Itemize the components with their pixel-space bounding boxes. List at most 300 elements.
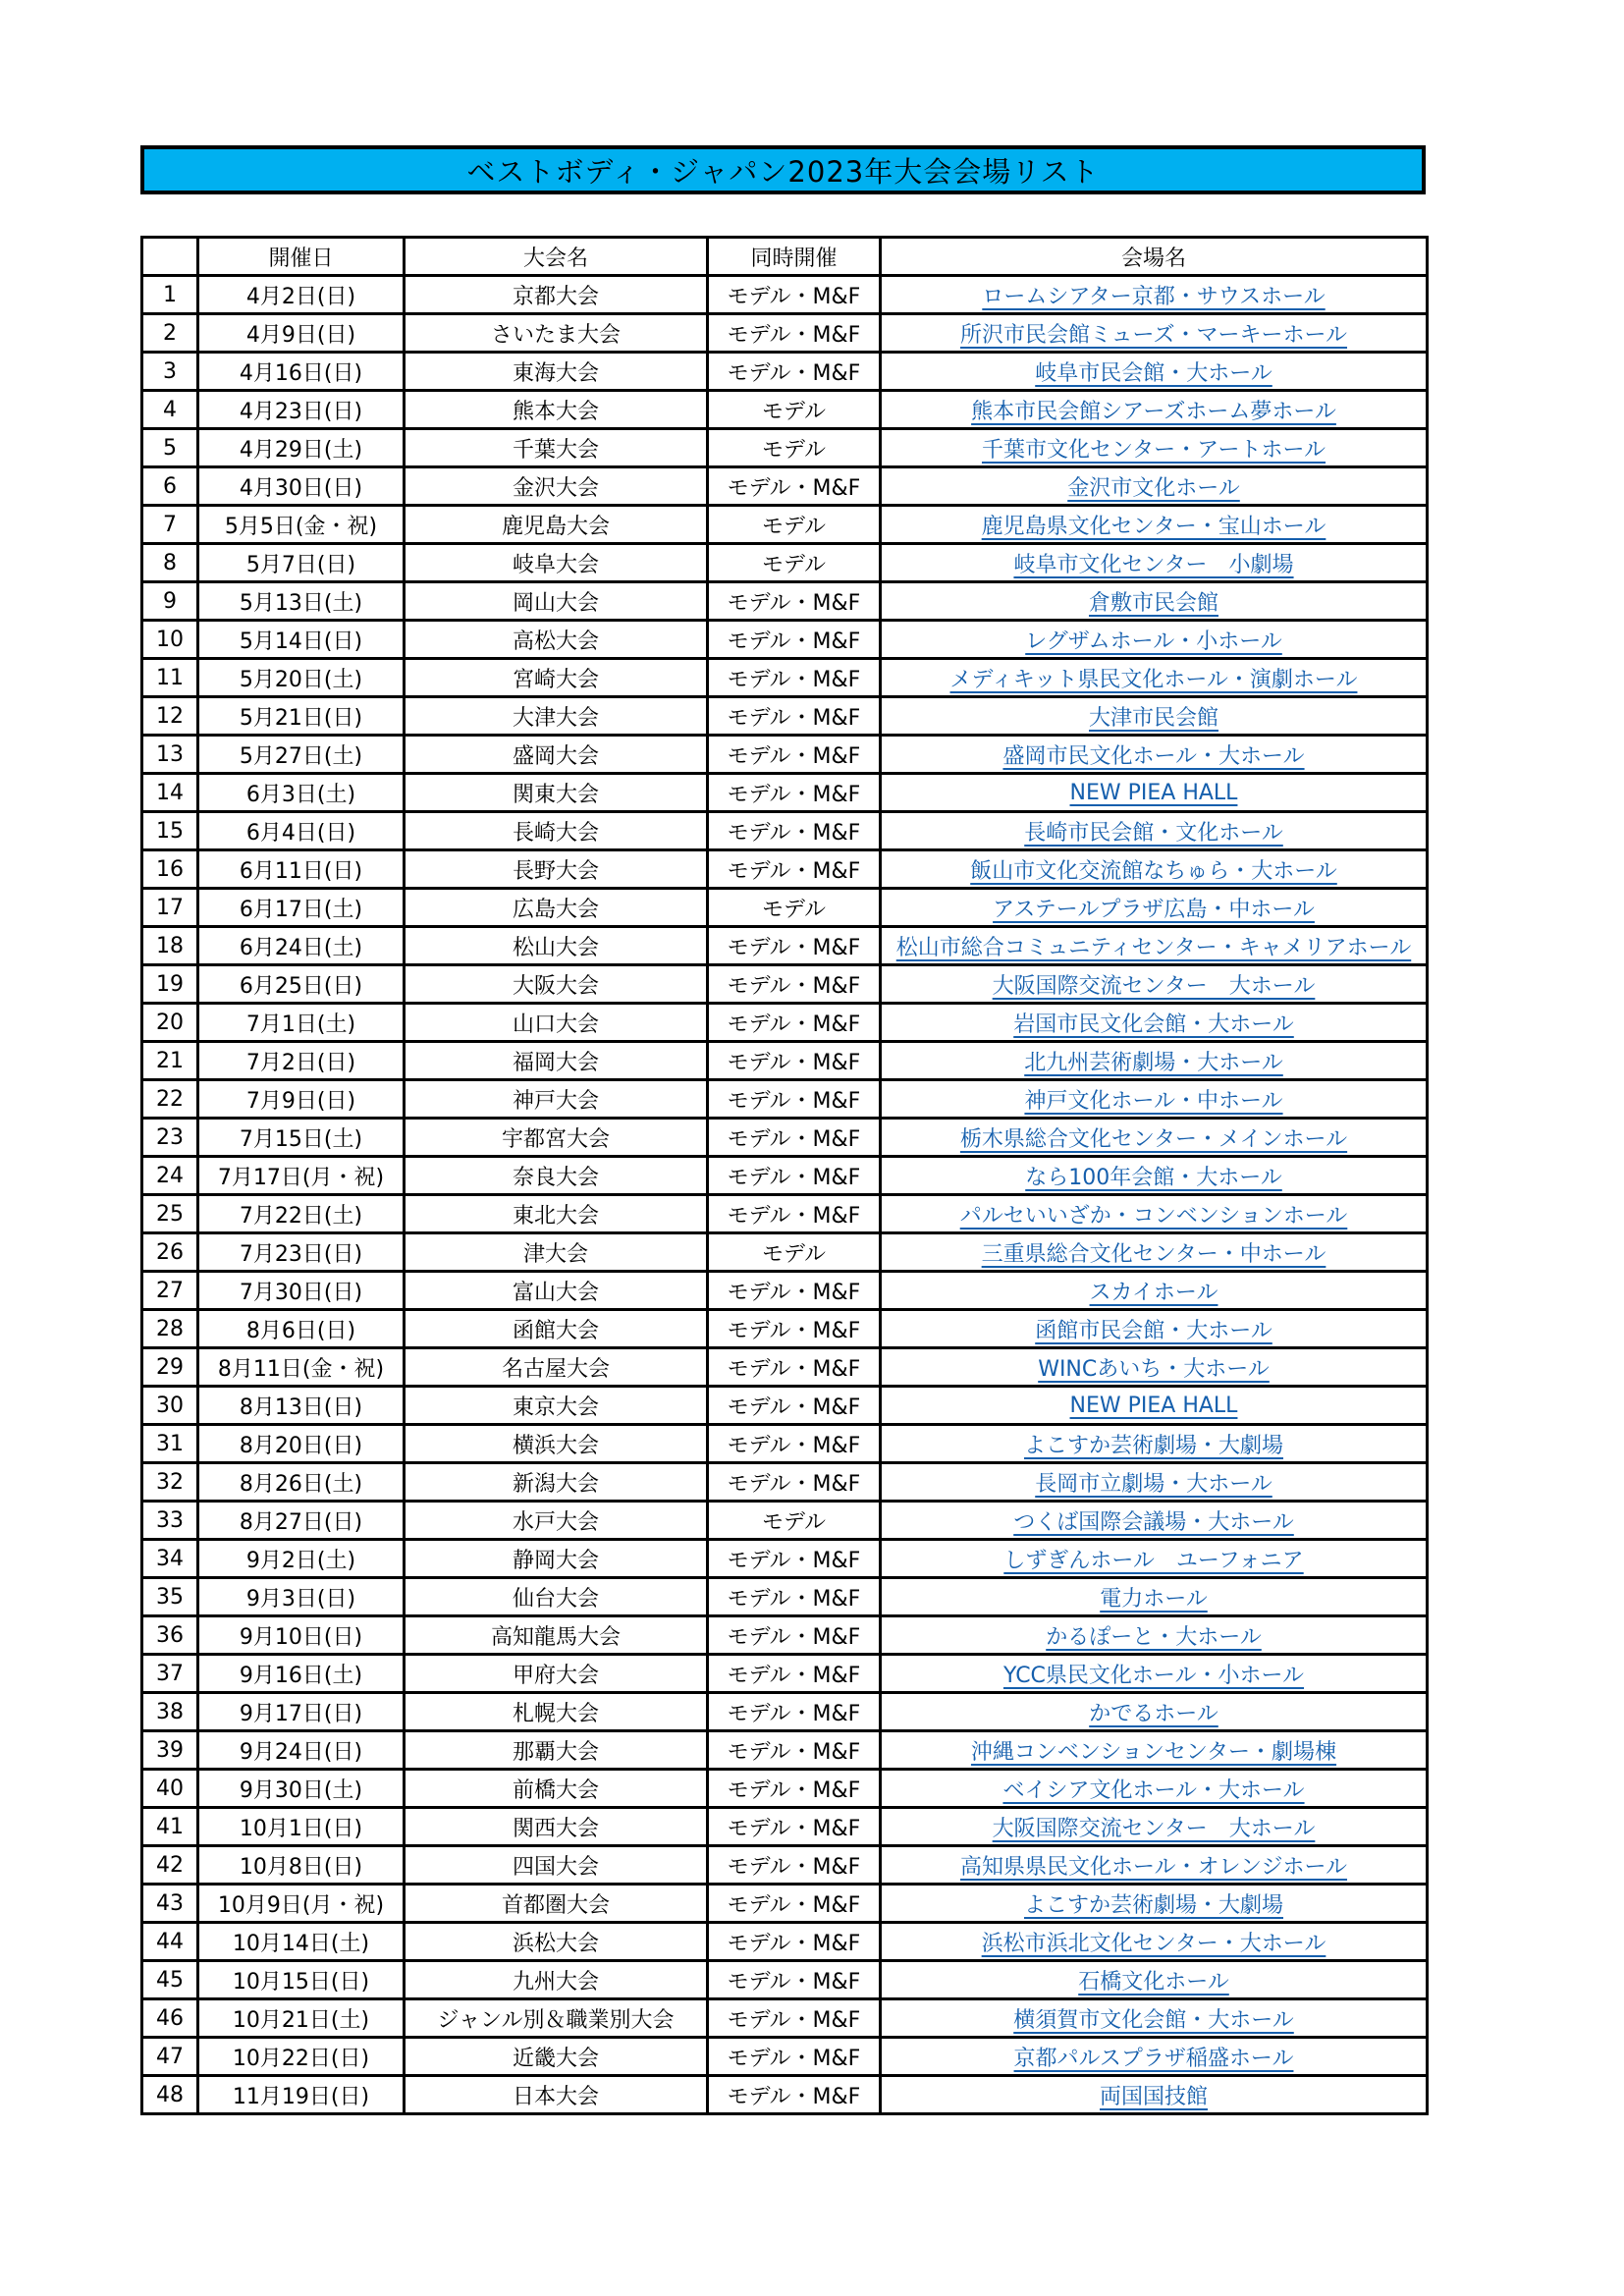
- event-held: モデル・M&F: [708, 1846, 881, 1885]
- title-banner: [140, 145, 1426, 194]
- venue-link[interactable]: YCC県民文化ホール・小ホール: [1002, 1663, 1305, 1688]
- event-date: 7月2日(日): [198, 1042, 405, 1080]
- event-name: 日本大会: [405, 2076, 708, 2114]
- row-no: 6: [142, 467, 198, 506]
- venue-link[interactable]: 横須賀市文化会館・大ホール: [1013, 2007, 1294, 2033]
- table-row: [142, 774, 1428, 812]
- event-held: モデル: [708, 429, 881, 467]
- event-name: ジャンル別＆職業別大会: [405, 1999, 708, 2038]
- event-date: 10月21日(土): [198, 1999, 405, 2038]
- header-venue: 会場名: [881, 238, 1428, 276]
- row-no: 41: [142, 1808, 198, 1846]
- venue-cell: [881, 1731, 1428, 1770]
- event-held: モデル・M&F: [708, 353, 881, 391]
- venue-cell: [881, 1272, 1428, 1310]
- table-row: [142, 1961, 1428, 1999]
- venue-link[interactable]: ベイシア文化ホール・大ホール: [1002, 1777, 1305, 1803]
- event-date: 8月11日(金・祝): [198, 1348, 405, 1387]
- event-name: 仙台大会: [405, 1578, 708, 1616]
- event-date: 8月6日(日): [198, 1310, 405, 1348]
- table-row: [142, 1233, 1428, 1272]
- venue-cell: [881, 621, 1428, 659]
- venue-link[interactable]: 石橋文化ホール: [1078, 1969, 1229, 1995]
- table-row: [142, 1080, 1428, 1119]
- row-no: 43: [142, 1885, 198, 1923]
- event-name: 千葉大会: [405, 429, 708, 467]
- table-row: [142, 2076, 1428, 2114]
- venue-cell: [881, 353, 1428, 391]
- event-date: 10月14日(土): [198, 1923, 405, 1961]
- row-no: 40: [142, 1770, 198, 1808]
- event-name: 宇都宮大会: [405, 1119, 708, 1157]
- table-row: [142, 621, 1428, 659]
- row-no: 2: [142, 314, 198, 353]
- row-no: 16: [142, 850, 198, 889]
- event-date: 5月14日(日): [198, 621, 405, 659]
- table-row: [142, 1195, 1428, 1233]
- venue-cell: [881, 736, 1428, 774]
- event-name: 熊本大会: [405, 391, 708, 429]
- header-concurrent: 同時開催: [708, 238, 881, 276]
- header-row: [142, 238, 1428, 276]
- event-name: 奈良大会: [405, 1157, 708, 1195]
- venue-cell: [881, 2076, 1428, 2114]
- table-row: [142, 506, 1428, 544]
- table-row: [142, 736, 1428, 774]
- row-no: 7: [142, 506, 198, 544]
- event-name: 九州大会: [405, 1961, 708, 1999]
- table-row: [142, 1540, 1428, 1578]
- table-row: [142, 276, 1428, 314]
- event-name: 函館大会: [405, 1310, 708, 1348]
- venue-link[interactable]: 北九州芸術劇場・大ホール: [1024, 1050, 1283, 1075]
- venue-cell: [881, 1004, 1428, 1042]
- row-no: 23: [142, 1119, 198, 1157]
- row-no: 4: [142, 391, 198, 429]
- venue-cell: [881, 467, 1428, 506]
- event-held: モデル: [708, 889, 881, 927]
- header-blank: [142, 238, 198, 276]
- venue-cell: [881, 1502, 1428, 1540]
- header-event-name: 大会名: [405, 238, 708, 276]
- event-name: 浜松大会: [405, 1923, 708, 1961]
- venue-cell: [881, 1387, 1428, 1425]
- venue-cell: [881, 812, 1428, 850]
- venue-cell: [881, 391, 1428, 429]
- event-name: 静岡大会: [405, 1540, 708, 1578]
- table-row: [142, 391, 1428, 429]
- table-row: [142, 1846, 1428, 1885]
- event-date: 9月3日(日): [198, 1578, 405, 1616]
- event-held: モデル・M&F: [708, 1004, 881, 1042]
- row-no: 11: [142, 659, 198, 697]
- table-row: [142, 1693, 1428, 1731]
- event-held: モデル・M&F: [708, 1770, 881, 1808]
- table-row: [142, 1770, 1428, 1808]
- event-date: 8月27日(日): [198, 1502, 405, 1540]
- venue-link[interactable]: 岩国市民文化会館・大ホール: [1013, 1011, 1294, 1037]
- event-name: 山口大会: [405, 1004, 708, 1042]
- table-row: [142, 850, 1428, 889]
- event-name: 大阪大会: [405, 965, 708, 1004]
- event-date: 5月7日(日): [198, 544, 405, 582]
- event-date: 10月1日(日): [198, 1808, 405, 1846]
- event-held: モデル・M&F: [708, 2038, 881, 2076]
- row-no: 36: [142, 1616, 198, 1655]
- event-held: モデル・M&F: [708, 812, 881, 850]
- event-name: 宮崎大会: [405, 659, 708, 697]
- event-date: 7月17日(月・祝): [198, 1157, 405, 1195]
- row-no: 19: [142, 965, 198, 1004]
- event-name: 甲府大会: [405, 1655, 708, 1693]
- venue-link[interactable]: NEW PIEA HALL: [1069, 1393, 1238, 1418]
- event-held: モデル・M&F: [708, 1578, 881, 1616]
- row-no: 9: [142, 582, 198, 621]
- venue-cell: [881, 544, 1428, 582]
- event-held: モデル・M&F: [708, 621, 881, 659]
- event-name: さいたま大会: [405, 314, 708, 353]
- row-no: 31: [142, 1425, 198, 1463]
- row-no: 1: [142, 276, 198, 314]
- table-row: [142, 1923, 1428, 1961]
- event-name: 新潟大会: [405, 1463, 708, 1502]
- venue-cell: [881, 659, 1428, 697]
- table-row: [142, 467, 1428, 506]
- event-date: 6月24日(土): [198, 927, 405, 965]
- event-name: 四国大会: [405, 1846, 708, 1885]
- row-no: 39: [142, 1731, 198, 1770]
- table-row: [142, 1578, 1428, 1616]
- event-held: モデル・M&F: [708, 1387, 881, 1425]
- venue-cell: [881, 429, 1428, 467]
- event-date: 7月22日(土): [198, 1195, 405, 1233]
- page-title: ベストボディ・ジャパン2023年大会会場リスト: [466, 154, 1100, 189]
- venue-link[interactable]: よこすか芸術劇場・大劇場: [1023, 1892, 1283, 1918]
- event-date: 4月23日(日): [198, 391, 405, 429]
- venue-link[interactable]: NEW PIEA HALL: [1069, 780, 1238, 805]
- table-row: [142, 1310, 1428, 1348]
- row-no: 27: [142, 1272, 198, 1310]
- event-name: 松山大会: [405, 927, 708, 965]
- event-name: 東京大会: [405, 1387, 708, 1425]
- row-no: 8: [142, 544, 198, 582]
- venue-link[interactable]: 鹿児島県文化センター・宝山ホール: [981, 514, 1326, 539]
- event-held: モデル・M&F: [708, 927, 881, 965]
- event-held: モデル・M&F: [708, 1540, 881, 1578]
- venue-cell: [881, 889, 1428, 927]
- venue-cell: [881, 1693, 1428, 1731]
- venue-cell: [881, 927, 1428, 965]
- venue-link[interactable]: 所沢市民会館ミューズ・マーキーホール: [959, 322, 1348, 348]
- table-row: [142, 1157, 1428, 1195]
- event-name: 鹿児島大会: [405, 506, 708, 544]
- venue-link[interactable]: 栃木県総合文化センター・メインホール: [959, 1126, 1348, 1152]
- row-no: 22: [142, 1080, 198, 1119]
- venue-cell: [881, 1540, 1428, 1578]
- table-row: [142, 2038, 1428, 2076]
- venue-cell: [881, 1578, 1428, 1616]
- event-name: 関西大会: [405, 1808, 708, 1846]
- event-date: 7月9日(日): [198, 1080, 405, 1119]
- event-name: 前橋大会: [405, 1770, 708, 1808]
- table-row: [142, 1463, 1428, 1502]
- event-date: 7月30日(日): [198, 1272, 405, 1310]
- venue-link[interactable]: 京都パルスプラザ稲盛ホール: [1013, 2046, 1294, 2071]
- event-date: 10月8日(日): [198, 1846, 405, 1885]
- venue-link[interactable]: 三重県総合文化センター・中ホール: [981, 1241, 1326, 1267]
- event-name: 富山大会: [405, 1272, 708, 1310]
- venue-cell: [881, 965, 1428, 1004]
- row-no: 10: [142, 621, 198, 659]
- venue-link[interactable]: 岐阜市文化センター 小劇場: [1013, 552, 1294, 577]
- row-no: 37: [142, 1655, 198, 1693]
- event-date: 4月16日(日): [198, 353, 405, 391]
- venue-cell: [881, 1846, 1428, 1885]
- venue-link[interactable]: しずぎんホール ユーフォニア: [1003, 1548, 1304, 1573]
- row-no: 35: [142, 1578, 198, 1616]
- event-name: 大津大会: [405, 697, 708, 736]
- event-date: 8月20日(日): [198, 1425, 405, 1463]
- row-no: 13: [142, 736, 198, 774]
- venue-cell: [881, 1999, 1428, 2038]
- event-name: 高松大会: [405, 621, 708, 659]
- table-row: [142, 659, 1428, 697]
- event-held: モデル・M&F: [708, 467, 881, 506]
- row-no: 5: [142, 429, 198, 467]
- event-date: 10月9日(月・祝): [198, 1885, 405, 1923]
- event-date: 7月15日(土): [198, 1119, 405, 1157]
- event-held: モデル・M&F: [708, 1655, 881, 1693]
- event-name: 長崎大会: [405, 812, 708, 850]
- event-date: 6月3日(土): [198, 774, 405, 812]
- event-held: モデル・M&F: [708, 1999, 881, 2038]
- venue-cell: [881, 697, 1428, 736]
- event-name: 岡山大会: [405, 582, 708, 621]
- event-name: 津大会: [405, 1233, 708, 1272]
- event-held: モデル・M&F: [708, 774, 881, 812]
- table-row: [142, 1808, 1428, 1846]
- venue-cell: [881, 1348, 1428, 1387]
- venue-cell: [881, 1655, 1428, 1693]
- table-row: [142, 1119, 1428, 1157]
- event-date: 4月29日(土): [198, 429, 405, 467]
- row-no: 12: [142, 697, 198, 736]
- event-held: モデル・M&F: [708, 1923, 881, 1961]
- event-name: 近畿大会: [405, 2038, 708, 2076]
- venue-link[interactable]: 飯山市文化交流館なちゅら・大ホール: [970, 858, 1337, 884]
- venue-link[interactable]: 熊本市民会館シアーズホーム夢ホール: [971, 399, 1336, 424]
- venue-link[interactable]: スカイホール: [1089, 1280, 1218, 1305]
- event-date: 6月25日(日): [198, 965, 405, 1004]
- row-no: 25: [142, 1195, 198, 1233]
- table-row: [142, 1731, 1428, 1770]
- venue-link[interactable]: つくば国際会議場・大ホール: [1013, 1509, 1294, 1535]
- venue-link[interactable]: 倉敷市民会館: [1088, 590, 1218, 616]
- table-row: [142, 353, 1428, 391]
- event-date: 5月21日(日): [198, 697, 405, 736]
- venue-cell: [881, 1080, 1428, 1119]
- venue-table: [140, 236, 1429, 2115]
- event-name: 金沢大会: [405, 467, 708, 506]
- venue-cell: [881, 506, 1428, 544]
- event-name: 高知龍馬大会: [405, 1616, 708, 1655]
- event-held: モデル・M&F: [708, 697, 881, 736]
- row-no: 38: [142, 1693, 198, 1731]
- row-no: 15: [142, 812, 198, 850]
- event-date: 11月19日(日): [198, 2076, 405, 2114]
- venue-link[interactable]: 大津市民会館: [1088, 705, 1218, 731]
- row-no: 24: [142, 1157, 198, 1195]
- table-row: [142, 1004, 1428, 1042]
- row-no: 44: [142, 1923, 198, 1961]
- event-held: モデル・M&F: [708, 1042, 881, 1080]
- venue-link[interactable]: かでるホール: [1089, 1701, 1218, 1726]
- table-row: [142, 582, 1428, 621]
- venue-link[interactable]: WINCあいち・大ホール: [1038, 1356, 1270, 1382]
- row-no: 48: [142, 2076, 198, 2114]
- event-name: 京都大会: [405, 276, 708, 314]
- event-held: モデル・M&F: [708, 1195, 881, 1233]
- event-held: モデル・M&F: [708, 276, 881, 314]
- event-date: 5月20日(土): [198, 659, 405, 697]
- event-date: 8月26日(土): [198, 1463, 405, 1502]
- venue-link[interactable]: かるぽーと・大ホール: [1046, 1624, 1262, 1650]
- venue-link[interactable]: メディキット県民文化ホール・演劇ホール: [949, 667, 1358, 692]
- table-row: [142, 1655, 1428, 1693]
- venue-cell: [881, 276, 1428, 314]
- venue-cell: [881, 1233, 1428, 1272]
- event-date: 7月1日(土): [198, 1004, 405, 1042]
- table-row: [142, 544, 1428, 582]
- venue-link[interactable]: 長岡市立劇場・大ホール: [1035, 1471, 1272, 1497]
- event-date: 8月13日(日): [198, 1387, 405, 1425]
- venue-link[interactable]: レグザムホール・小ホール: [1025, 629, 1282, 654]
- venue-link[interactable]: 大阪国際交流センター 大ホール: [992, 1816, 1316, 1841]
- venue-cell: [881, 1042, 1428, 1080]
- venue-cell: [881, 1119, 1428, 1157]
- event-name: 神戸大会: [405, 1080, 708, 1119]
- event-held: モデル・M&F: [708, 1272, 881, 1310]
- venue-cell: [881, 1310, 1428, 1348]
- venue-link[interactable]: 大阪国際交流センター 大ホール: [992, 973, 1316, 999]
- venue-link[interactable]: なら100年会館・大ホール: [1025, 1165, 1282, 1190]
- event-held: モデル・M&F: [708, 1463, 881, 1502]
- event-held: モデル: [708, 391, 881, 429]
- venue-link[interactable]: 函館市民会館・大ホール: [1035, 1318, 1272, 1343]
- venue-cell: [881, 1961, 1428, 1999]
- venue-cell: [881, 314, 1428, 353]
- table-row: [142, 429, 1428, 467]
- event-date: 7月23日(日): [198, 1233, 405, 1272]
- event-held: モデル・M&F: [708, 1693, 881, 1731]
- event-held: モデル・M&F: [708, 2076, 881, 2114]
- venue-link[interactable]: 松山市総合コミュニティセンター・キャメリアホール: [895, 935, 1412, 960]
- venue-cell: [881, 1923, 1428, 1961]
- table-row: [142, 1272, 1428, 1310]
- event-name: 東北大会: [405, 1195, 708, 1233]
- venue-link[interactable]: 浜松市浜北文化センター・大ホール: [981, 1931, 1326, 1956]
- event-name: 札幌大会: [405, 1693, 708, 1731]
- row-no: 18: [142, 927, 198, 965]
- venue-cell: [881, 1808, 1428, 1846]
- event-date: 9月2日(土): [198, 1540, 405, 1578]
- venue-cell: [881, 1425, 1428, 1463]
- venue-link[interactable]: 金沢市文化ホール: [1067, 475, 1240, 501]
- venue-link[interactable]: 長崎市民会館・文化ホール: [1024, 820, 1283, 846]
- event-held: モデル・M&F: [708, 1961, 881, 1999]
- venue-link[interactable]: 千葉市文化センター・アートホール: [981, 437, 1326, 463]
- venue-cell: [881, 1463, 1428, 1502]
- event-date: 5月13日(土): [198, 582, 405, 621]
- event-name: 那覇大会: [405, 1731, 708, 1770]
- table-row: [142, 1502, 1428, 1540]
- venue-link[interactable]: 電力ホール: [1100, 1586, 1208, 1612]
- venue-link[interactable]: ロームシアター京都・サウスホール: [982, 284, 1326, 309]
- event-held: モデル・M&F: [708, 1731, 881, 1770]
- event-name: 名古屋大会: [405, 1348, 708, 1387]
- event-date: 5月5日(金・祝): [198, 506, 405, 544]
- event-date: 9月30日(土): [198, 1770, 405, 1808]
- event-held: モデル・M&F: [708, 1885, 881, 1923]
- venue-cell: [881, 1157, 1428, 1195]
- event-date: 6月4日(日): [198, 812, 405, 850]
- row-no: 20: [142, 1004, 198, 1042]
- table-row: [142, 1387, 1428, 1425]
- venue-link[interactable]: 高知県県民文化ホール・オレンジホール: [959, 1854, 1348, 1880]
- venue-link[interactable]: アステールプラザ広島・中ホール: [993, 897, 1315, 922]
- event-date: 10月15日(日): [198, 1961, 405, 1999]
- event-name: 首都圏大会: [405, 1885, 708, 1923]
- venue-link[interactable]: よこすか芸術劇場・大劇場: [1023, 1433, 1283, 1458]
- event-held: モデル・M&F: [708, 1425, 881, 1463]
- event-name: 横浜大会: [405, 1425, 708, 1463]
- event-date: 9月16日(土): [198, 1655, 405, 1693]
- venue-link[interactable]: 岐阜市民会館・大ホール: [1035, 360, 1272, 386]
- venue-link[interactable]: 沖縄コンベンションセンター・劇場棟: [970, 1739, 1337, 1765]
- row-no: 14: [142, 774, 198, 812]
- event-held: モデル・M&F: [708, 1080, 881, 1119]
- table-row: [142, 1616, 1428, 1655]
- table-row: [142, 889, 1428, 927]
- event-date: 10月22日(日): [198, 2038, 405, 2076]
- row-no: 21: [142, 1042, 198, 1080]
- event-held: モデル: [708, 1502, 881, 1540]
- event-name: 広島大会: [405, 889, 708, 927]
- table-row: [142, 1348, 1428, 1387]
- row-no: 33: [142, 1502, 198, 1540]
- event-held: モデル・M&F: [708, 1310, 881, 1348]
- event-date: 4月9日(日): [198, 314, 405, 353]
- event-held: モデル・M&F: [708, 314, 881, 353]
- venue-link[interactable]: 神戸文化ホール・中ホール: [1024, 1088, 1283, 1114]
- venue-cell: [881, 1885, 1428, 1923]
- row-no: 47: [142, 2038, 198, 2076]
- venue-link[interactable]: 両国国技館: [1099, 2084, 1208, 2109]
- venue-link[interactable]: 盛岡市民文化ホール・大ホール: [1002, 743, 1305, 769]
- row-no: 29: [142, 1348, 198, 1387]
- event-date: 9月17日(日): [198, 1693, 405, 1731]
- venue-link[interactable]: パルセいいざか・コンベンションホール: [959, 1203, 1348, 1229]
- row-no: 42: [142, 1846, 198, 1885]
- venue-cell: [881, 2038, 1428, 2076]
- event-date: 5月27日(土): [198, 736, 405, 774]
- venue-cell: [881, 1770, 1428, 1808]
- row-no: 3: [142, 353, 198, 391]
- table-row: [142, 697, 1428, 736]
- venue-cell: [881, 774, 1428, 812]
- event-name: 長野大会: [405, 850, 708, 889]
- event-name: 水戸大会: [405, 1502, 708, 1540]
